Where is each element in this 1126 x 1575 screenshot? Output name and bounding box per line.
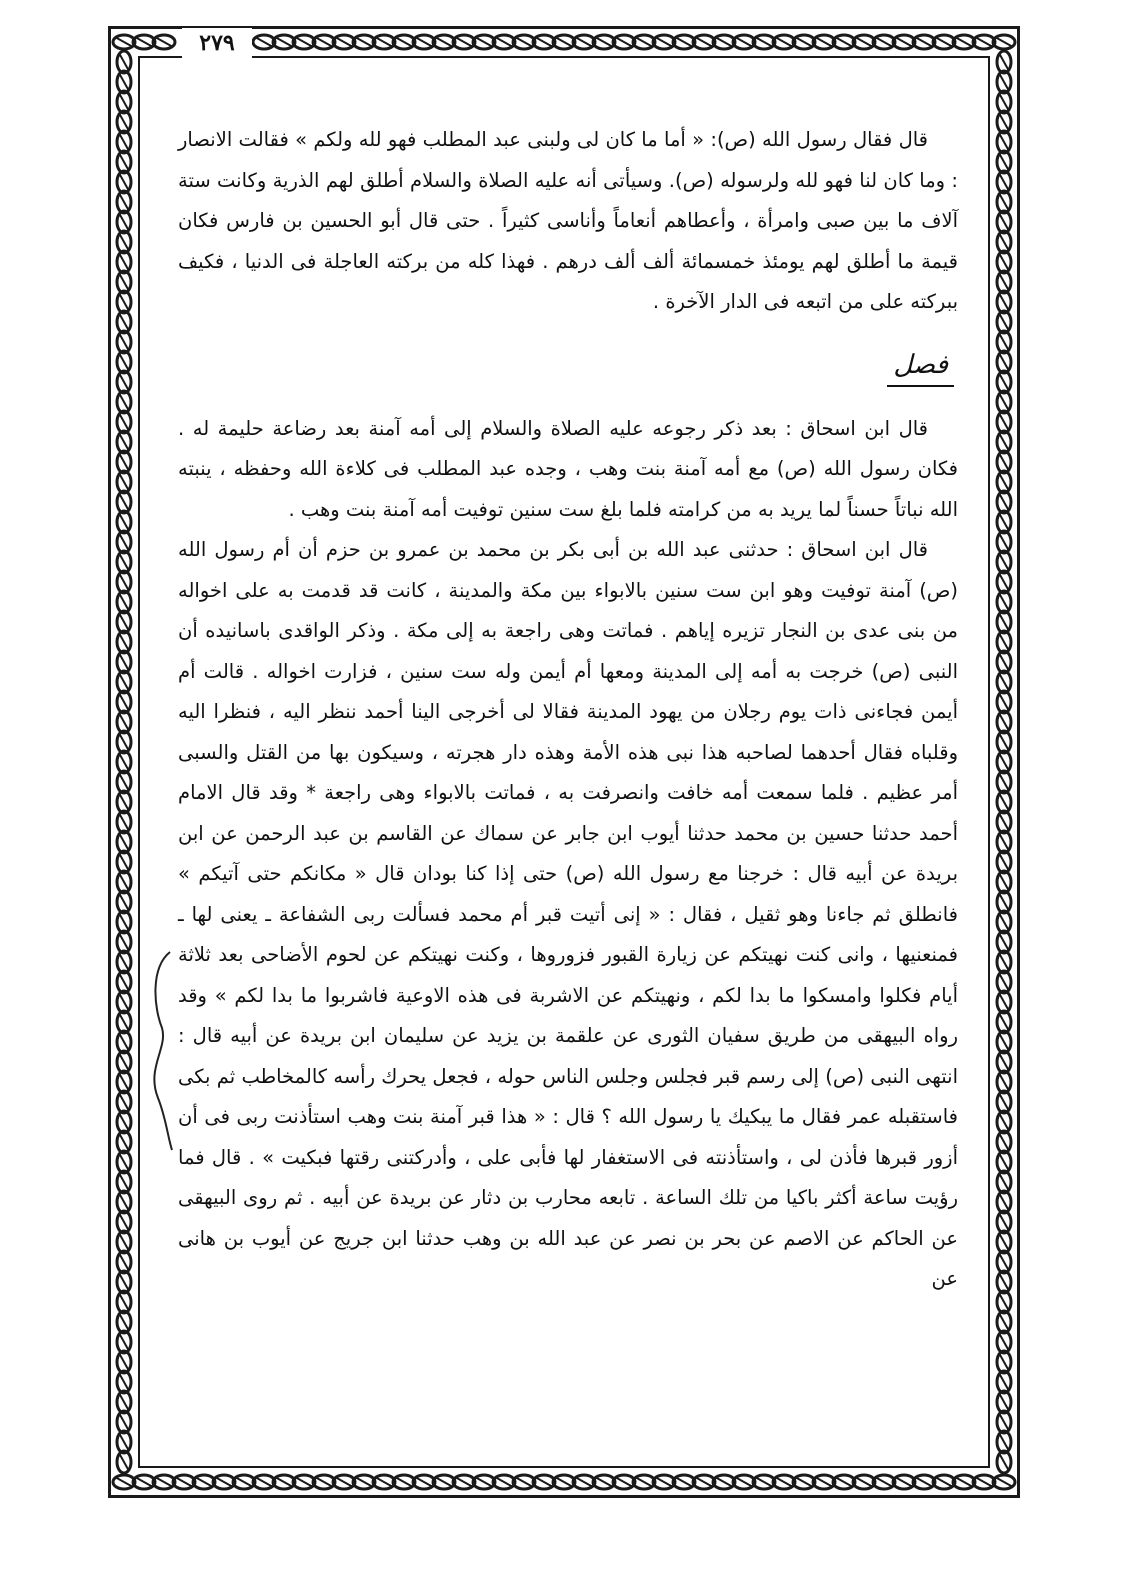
chain-twist bbox=[875, 37, 893, 47]
chain-twist bbox=[999, 593, 1009, 611]
chain-twist bbox=[195, 1477, 213, 1487]
chain-twist bbox=[515, 1477, 533, 1487]
chain-twist bbox=[999, 153, 1009, 171]
chain-twist bbox=[119, 93, 129, 111]
chain-twist bbox=[795, 1477, 813, 1487]
chain-twist bbox=[275, 37, 293, 47]
chain-twist bbox=[775, 1477, 793, 1487]
chain-twist bbox=[815, 37, 833, 47]
chain-twist bbox=[275, 1477, 293, 1487]
chain-twist bbox=[575, 1477, 593, 1487]
chain-twist bbox=[119, 1293, 129, 1311]
chain-twist bbox=[119, 453, 129, 471]
chain-twist bbox=[655, 1477, 673, 1487]
chain-twist bbox=[119, 653, 129, 671]
chain-twist bbox=[999, 373, 1009, 391]
chain-twist bbox=[119, 1093, 129, 1111]
chain-twist bbox=[119, 1233, 129, 1251]
chain-twist bbox=[119, 1053, 129, 1071]
page-body bbox=[178, 120, 958, 1300]
chain-twist bbox=[119, 333, 129, 351]
chain-twist bbox=[999, 213, 1009, 231]
chain-twist bbox=[119, 273, 129, 291]
chain-twist bbox=[119, 1373, 129, 1391]
chain-twist bbox=[999, 1333, 1009, 1351]
chain-twist bbox=[999, 1093, 1009, 1111]
chain-twist bbox=[495, 37, 513, 47]
chain-twist bbox=[395, 37, 413, 47]
chain-twist bbox=[119, 1333, 129, 1351]
chain-twist bbox=[999, 1273, 1009, 1291]
chain-twist bbox=[999, 1173, 1009, 1191]
chain-twist bbox=[119, 433, 129, 451]
chain-twist bbox=[119, 413, 129, 431]
chain-twist bbox=[315, 37, 333, 47]
chain-twist bbox=[655, 37, 673, 47]
chain-twist bbox=[119, 213, 129, 231]
chain-twist bbox=[999, 1253, 1009, 1271]
chain-twist bbox=[119, 73, 129, 91]
chain-twist bbox=[999, 833, 1009, 851]
chain-twist bbox=[999, 1413, 1009, 1431]
chain-twist bbox=[999, 1153, 1009, 1171]
chain-twist bbox=[995, 1477, 1013, 1487]
chain-twist bbox=[999, 1393, 1009, 1411]
chain-twist bbox=[999, 733, 1009, 751]
chain-twist bbox=[735, 37, 753, 47]
chain-twist bbox=[999, 1313, 1009, 1331]
chain-twist bbox=[235, 1477, 253, 1487]
chain-twist bbox=[255, 37, 273, 47]
chain-twist bbox=[119, 1113, 129, 1131]
chain-twist bbox=[999, 73, 1009, 91]
chain-twist bbox=[895, 1477, 913, 1487]
chain-twist bbox=[955, 37, 973, 47]
chain-twist bbox=[119, 133, 129, 151]
paragraph-3: قال ابن اسحاق : حدثنى عبد الله بن أبى بكر بن محمد بن عمرو بن حزم أن أم رسول الله (ص) آمنة توفيت وهو ابن ست سنين بالابواء بين مكة والمدينة ، كانت قد قدمت به على اخواله من بنى عدى بن النجار تزيره إياهم . فماتت وهى راجعة به إلى مكة . وذكر الواقدى باسانيده أن النبى (ص) خرجت به أمه إلى المدينة ومعها أم أيمن وله ست سنين ، فزارت اخواله . قالت أم أيمن فجاءنى ذات يوم رجلان من يهود المدينة فقالا لى أخرجى الينا أحمد ننظر اليه ، فنظرا اليه وقلباه فقال أحدهما لصاحبه هذا نبى هذه الأمة وهذه دار هجرته ، وسيكون بها من القتل والسبى أمر عظيم . فلما سمعت أمه خافت وانصرفت به ، فماتت بالابواء وهى راجعة * وقد قال الامام أحمد حدثنا حسين بن محمد حدثنا أيوب ابن جابر عن سماك عن القاسم بن عبد الرحمن عن ابن بريدة عن أبيه قال : خرجنا مع رسول الله (ص) حتى إذا كنا بودان قال « مكانكم حتى آتيكم » فانطلق ثم جاءنا وهو ثقيل ، فقال : « إنى أتيت قبر أم محمد فسألت ربى الشفاعة ـ يعنى لها ـ فمنعنيها ، وانى كنت نهيتكم عن زيارة القبور فزوروها ، وكنت نهيتكم عن لحوم الأضاحى بعد ثلاثة أيام فكلوا وامسكوا ما بدا لكم ، ونهيتكم عن الاشربة فى هذه الاوعية فاشربوا ما بدا لكم » وقد رواه البيهقى من طريق سفيان الثورى عن علقمة بن يزيد عن سليمان ابن بريدة عن أبيه قال : انتهى النبى (ص) إلى رسم قبر فجلس وجلس الناس حوله ، فجعل يحرك رأسه كالمخاطب ثم بكى فاستقبله عمر فقال ما يبكيك يا رسول الله ؟ قال : « هذا قبر آمنة بنت وهب استأذنت ربى فى أن أزور قبرها فأذن لى ، واستأذنته فى الاستغفار لها فأبى على ، وأدركتنى رقتها فبكيت » . قال فما رؤيت ساعة أكثر باكيا من تلك الساعة . تابعه محارب بن دثار عن بريدة عن أبيه . ثم روى البيهقى عن الحاكم عن الاصم عن بحر بن نصر عن عبد الله بن وهب حدثنا ابن جريج عن أيوب بن هانى عن bbox=[178, 538, 958, 1290]
chain-twist bbox=[515, 37, 533, 47]
chain-twist bbox=[375, 37, 393, 47]
chain-twist bbox=[999, 953, 1009, 971]
chain-twist bbox=[715, 1477, 733, 1487]
chain-twist bbox=[135, 37, 153, 47]
chain-twist bbox=[999, 413, 1009, 431]
chain-twist bbox=[119, 1033, 129, 1051]
chain-twist bbox=[595, 37, 613, 47]
chain-twist bbox=[775, 37, 793, 47]
chain-twist bbox=[935, 1477, 953, 1487]
chain-twist bbox=[119, 1453, 129, 1471]
chain-twist bbox=[119, 1413, 129, 1431]
chain-twist bbox=[999, 753, 1009, 771]
chain-twist bbox=[119, 1133, 129, 1151]
chain-twist bbox=[119, 373, 129, 391]
chain-twist bbox=[119, 233, 129, 251]
chain-twist bbox=[119, 813, 129, 831]
chain-twist bbox=[119, 693, 129, 711]
chain-twist bbox=[119, 533, 129, 551]
chain-twist bbox=[119, 1353, 129, 1371]
chain-twist bbox=[999, 93, 1009, 111]
chain-twist bbox=[455, 1477, 473, 1487]
chain-twist bbox=[999, 573, 1009, 591]
chain-twist bbox=[175, 1477, 193, 1487]
chain-twist bbox=[999, 133, 1009, 151]
chain-twist bbox=[119, 393, 129, 411]
chain-twist bbox=[335, 37, 353, 47]
chain-twist bbox=[455, 37, 473, 47]
chain-twist bbox=[119, 1173, 129, 1191]
chain-twist bbox=[999, 613, 1009, 631]
chain-twist bbox=[119, 493, 129, 511]
chain-twist bbox=[115, 1477, 133, 1487]
chain-twist bbox=[999, 973, 1009, 991]
chain-twist bbox=[415, 37, 433, 47]
chain-twist bbox=[115, 37, 133, 47]
paragraph-1: قال فقال رسول الله (ص): « أما ما كان لى ولبنى عبد المطلب فهو لله ولكم » فقالت الانصار : وما كان لنا فهو لله ولرسوله (ص). وسيأتى أنه عليه الصلاة والسلام أطلق لهم الذرية وكانت ستة آلاف ما بين صبى وامرأة ، وأعطاهم أنعاماً وأناسى كثيراً . حتى قال أبو الحسين بن فارس فكان قيمة ما أطلق لهم يومئذ خمسمائة ألف ألف درهم . فهذا كله من بركته العاجلة فى الدنيا ، فكيف ببركته على من اتبعه فى الدار الآخرة . bbox=[178, 128, 958, 313]
chain-twist bbox=[575, 37, 593, 47]
chain-twist bbox=[999, 353, 1009, 371]
chain-twist bbox=[755, 37, 773, 47]
chain-twist bbox=[119, 193, 129, 211]
chain-twist bbox=[975, 37, 993, 47]
chain-twist bbox=[635, 37, 653, 47]
chain-twist bbox=[155, 1477, 173, 1487]
chain-twist bbox=[119, 1193, 129, 1211]
chain-twist bbox=[999, 533, 1009, 551]
chain-twist bbox=[119, 1313, 129, 1331]
chain-twist bbox=[999, 853, 1009, 871]
chain-twist bbox=[555, 37, 573, 47]
chain-twist bbox=[999, 333, 1009, 351]
chain-twist bbox=[119, 733, 129, 751]
chain-twist bbox=[999, 1373, 1009, 1391]
chain-twist bbox=[999, 293, 1009, 311]
chain-twist bbox=[855, 1477, 873, 1487]
chain-twist bbox=[535, 1477, 553, 1487]
chain-twist bbox=[119, 1213, 129, 1231]
chain-twist bbox=[475, 37, 493, 47]
chain-twist bbox=[999, 693, 1009, 711]
paragraph-2: قال ابن اسحاق : بعد ذكر رجوعه عليه الصلاة والسلام إلى أمه آمنة بعد رضاعة حليمة له . فكان رسول الله (ص) مع أمه آمنة بنت وهب ، وجده عبد المطلب فى كلاءة الله وحفظه ، ينبته الله نباتاً حسناً لما يريد به من كرامته فلما بلغ ست سنين توفيت أمه آمنة بنت وهب . bbox=[178, 416, 958, 521]
chain-twist bbox=[295, 37, 313, 47]
chain-twist bbox=[355, 37, 373, 47]
chain-twist bbox=[435, 37, 453, 47]
chain-twist bbox=[315, 1477, 333, 1487]
chain-twist bbox=[995, 37, 1013, 47]
chain-twist bbox=[675, 37, 693, 47]
chain-twist bbox=[999, 233, 1009, 251]
chain-twist bbox=[395, 1477, 413, 1487]
chain-twist bbox=[999, 1353, 1009, 1371]
chain-twist bbox=[535, 37, 553, 47]
chain-twist bbox=[999, 473, 1009, 491]
chain-twist bbox=[119, 153, 129, 171]
chain-twist bbox=[999, 1233, 1009, 1251]
chain-twist bbox=[715, 37, 733, 47]
chain-twist bbox=[119, 1433, 129, 1451]
chain-twist bbox=[119, 253, 129, 271]
chain-twist bbox=[999, 653, 1009, 671]
chain-twist bbox=[119, 553, 129, 571]
chain-twist bbox=[595, 1477, 613, 1487]
chain-twist bbox=[999, 1073, 1009, 1091]
chain-twist bbox=[119, 673, 129, 691]
chain-twist bbox=[915, 37, 933, 47]
chain-twist bbox=[999, 493, 1009, 511]
chain-twist bbox=[119, 53, 129, 71]
chain-twist bbox=[119, 993, 129, 1011]
chain-twist bbox=[835, 1477, 853, 1487]
chain-twist bbox=[155, 37, 173, 47]
chain-twist bbox=[999, 273, 1009, 291]
chain-twist bbox=[999, 1213, 1009, 1231]
chain-twist bbox=[119, 973, 129, 991]
chain-twist bbox=[855, 37, 873, 47]
chain-twist bbox=[999, 1193, 1009, 1211]
page-number: ٢٧٩ bbox=[182, 28, 252, 58]
chain-twist bbox=[999, 513, 1009, 531]
chain-twist bbox=[999, 553, 1009, 571]
chain-twist bbox=[119, 513, 129, 531]
chain-twist bbox=[999, 873, 1009, 891]
chain-twist bbox=[119, 573, 129, 591]
chain-twist bbox=[955, 1477, 973, 1487]
chain-twist bbox=[555, 1477, 573, 1487]
chain-twist bbox=[999, 1433, 1009, 1451]
chain-twist bbox=[435, 1477, 453, 1487]
chain-twist bbox=[735, 1477, 753, 1487]
chain-twist bbox=[999, 393, 1009, 411]
margin-bracket-mark bbox=[140, 948, 180, 1154]
chain-twist bbox=[119, 1253, 129, 1271]
chain-twist bbox=[999, 1453, 1009, 1471]
chain-twist bbox=[355, 1477, 373, 1487]
chain-twist bbox=[915, 1477, 933, 1487]
chain-twist bbox=[215, 1477, 233, 1487]
chain-twist bbox=[295, 1477, 313, 1487]
chain-twist bbox=[375, 1477, 393, 1487]
chain-twist bbox=[119, 1153, 129, 1171]
chain-twist bbox=[999, 433, 1009, 451]
section-heading-text: فصل bbox=[887, 345, 954, 387]
chain-twist bbox=[999, 713, 1009, 731]
chain-twist bbox=[999, 813, 1009, 831]
chain-twist bbox=[119, 933, 129, 951]
chain-twist bbox=[415, 1477, 433, 1487]
chain-twist bbox=[119, 173, 129, 191]
chain-twist bbox=[119, 1393, 129, 1411]
chain-twist bbox=[119, 633, 129, 651]
chain-twist bbox=[875, 1477, 893, 1487]
chain-twist bbox=[119, 773, 129, 791]
chain-twist bbox=[119, 293, 129, 311]
chain-twist bbox=[675, 1477, 693, 1487]
chain-twist bbox=[119, 793, 129, 811]
chain-twist bbox=[999, 1013, 1009, 1031]
chain-twist bbox=[815, 1477, 833, 1487]
chain-twist bbox=[119, 893, 129, 911]
chain-twist bbox=[135, 1477, 153, 1487]
chain-twist bbox=[119, 593, 129, 611]
chain-twist bbox=[119, 313, 129, 331]
chain-twist bbox=[335, 1477, 353, 1487]
chain-twist bbox=[999, 313, 1009, 331]
chain-twist bbox=[795, 37, 813, 47]
chain-twist bbox=[255, 1477, 273, 1487]
chain-twist bbox=[119, 1013, 129, 1031]
chain-twist bbox=[999, 193, 1009, 211]
chain-twist bbox=[119, 913, 129, 931]
chain-twist bbox=[999, 53, 1009, 71]
chain-twist bbox=[615, 1477, 633, 1487]
chain-twist bbox=[119, 1073, 129, 1091]
chain-twist bbox=[999, 1133, 1009, 1151]
chain-twist bbox=[119, 1273, 129, 1291]
chain-twist bbox=[119, 833, 129, 851]
chain-twist bbox=[119, 753, 129, 771]
chain-twist bbox=[895, 37, 913, 47]
chain-twist bbox=[615, 37, 633, 47]
chain-twist bbox=[119, 713, 129, 731]
chain-twist bbox=[835, 37, 853, 47]
chain-twist bbox=[695, 37, 713, 47]
section-heading bbox=[178, 345, 958, 389]
chain-twist bbox=[999, 253, 1009, 271]
chain-twist bbox=[475, 1477, 493, 1487]
chain-twist bbox=[935, 37, 953, 47]
chain-twist bbox=[999, 793, 1009, 811]
chain-twist bbox=[999, 633, 1009, 651]
chain-twist bbox=[999, 913, 1009, 931]
chain-twist bbox=[999, 893, 1009, 911]
chain-twist bbox=[999, 1053, 1009, 1071]
chain-twist bbox=[999, 113, 1009, 131]
chain-twist bbox=[119, 473, 129, 491]
chain-twist bbox=[999, 1293, 1009, 1311]
chain-twist bbox=[999, 173, 1009, 191]
chain-twist bbox=[119, 113, 129, 131]
chain-twist bbox=[119, 613, 129, 631]
chain-twist bbox=[999, 1033, 1009, 1051]
chain-twist bbox=[999, 1113, 1009, 1131]
chain-twist bbox=[119, 873, 129, 891]
chain-twist bbox=[119, 953, 129, 971]
chain-twist bbox=[999, 933, 1009, 951]
chain-twist bbox=[999, 773, 1009, 791]
chain-twist bbox=[635, 1477, 653, 1487]
chain-twist bbox=[695, 1477, 713, 1487]
chain-twist bbox=[495, 1477, 513, 1487]
chain-twist bbox=[999, 453, 1009, 471]
chain-twist bbox=[755, 1477, 773, 1487]
chain-twist bbox=[119, 353, 129, 371]
chain-twist bbox=[119, 853, 129, 871]
chain-twist bbox=[999, 673, 1009, 691]
chain-twist bbox=[999, 993, 1009, 1011]
chain-twist bbox=[975, 1477, 993, 1487]
